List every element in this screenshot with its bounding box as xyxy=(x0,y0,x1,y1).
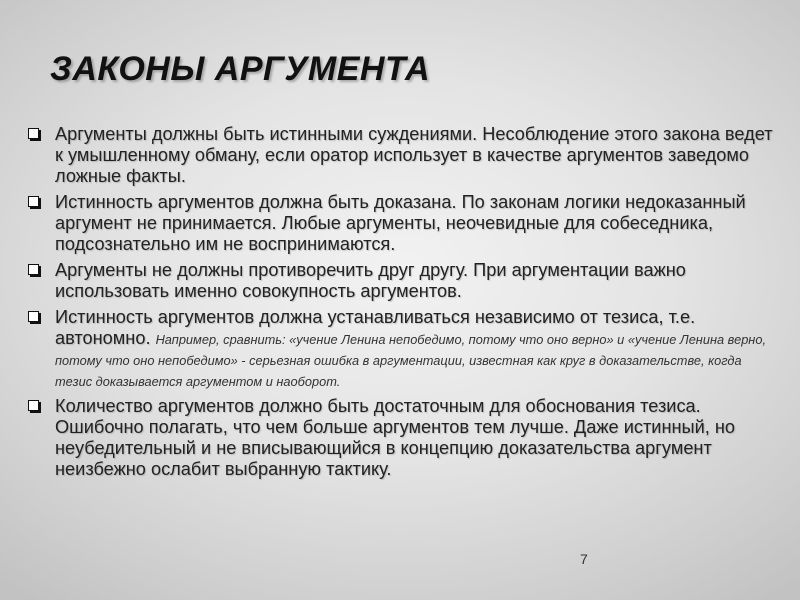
bullet-text: Истинность аргументов должна устанавливаться независимо от тезиса, т.е. автономно. xyxy=(55,307,696,348)
bullet-item xyxy=(28,307,778,391)
bullet-item xyxy=(28,396,778,480)
bullet-item xyxy=(28,192,778,255)
square-bullet-icon xyxy=(28,196,39,207)
bullet-text: Аргументы не должны противоречить друг другу. При аргументации важно использовать именно совокупность аргументов. xyxy=(55,260,686,301)
bullet-item xyxy=(28,260,778,302)
square-bullet-icon xyxy=(28,400,39,411)
square-bullet-icon xyxy=(28,128,39,139)
slide-title: ЗАКОНЫ АРГУМЕНТА xyxy=(50,50,431,88)
bullet-text: Аргументы должны быть истинными суждениями. Несоблюдение этого закона ведет к умышленному обману, если оратор использует в качестве аргументов заведомо ложные факты. xyxy=(55,124,773,186)
bullet-text: Истинность аргументов должна быть доказана. По законам логики недоказанный аргумент не принимается. Любые аргументы, неочевидные для собеседника, подсознательно им не воспринимаются. xyxy=(55,192,746,254)
square-bullet-icon xyxy=(28,311,39,322)
page-number: 7 xyxy=(580,551,588,567)
bullet-example-note: Например, сравнить: «учение Ленина непобедимо, потому что оно верно» и «учение Ленина верно, потому что оно непобедимо» - серьезная ошибка в аргументации, известная как круг в доказательстве, когда тезис доказывается аргументом и наоборот. xyxy=(55,332,767,389)
square-bullet-icon xyxy=(28,264,39,275)
bullet-list xyxy=(28,124,778,485)
bullet-text: Количество аргументов должно быть достаточным для обоснования тезиса. Ошибочно полагать, что чем больше аргументов тем лучше. Даже истинный, но неубедительный и не вписывающийся в концепцию доказательства аргумент неизбежно ослабит выбранную тактику. xyxy=(55,396,736,479)
bullet-item xyxy=(28,124,778,187)
